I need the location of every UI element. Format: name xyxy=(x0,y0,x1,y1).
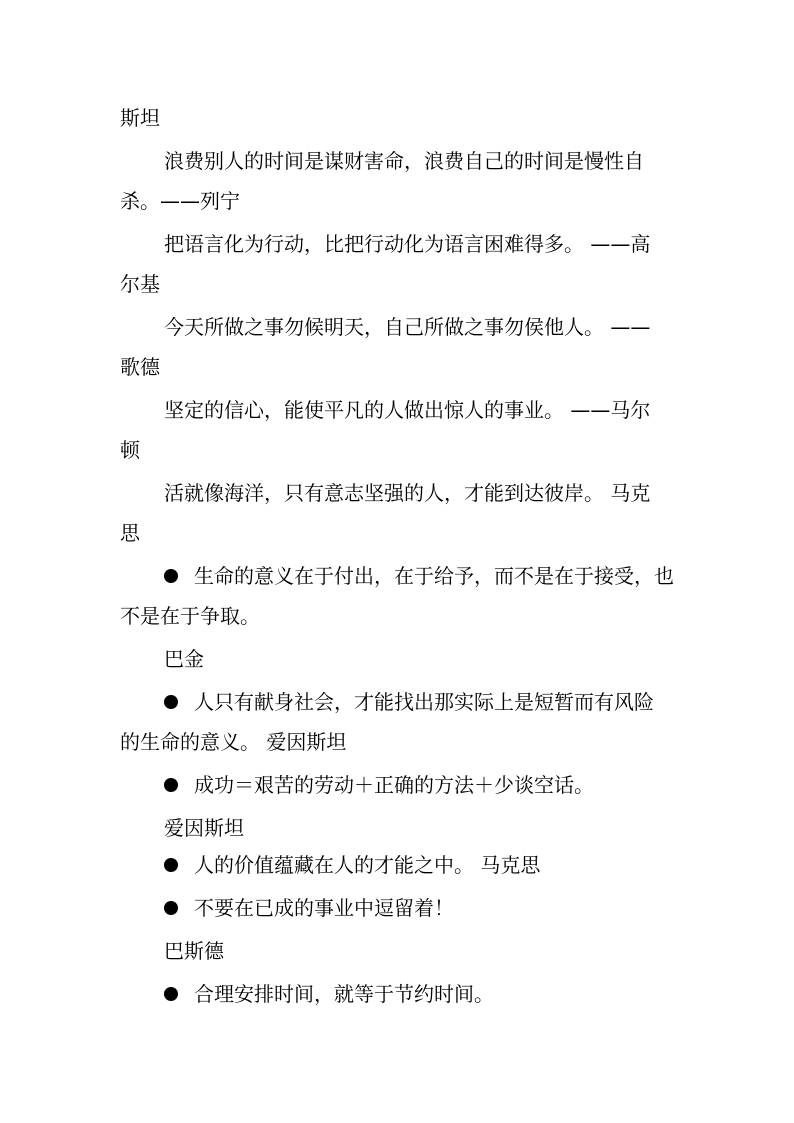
text-line: 杀。——列宁 xyxy=(120,189,240,213)
bullet-icon xyxy=(164,569,178,583)
text-line: 思 xyxy=(120,521,140,545)
bullet-icon xyxy=(164,901,178,915)
bullet-item: 成功＝艰苦的劳动＋正确的方法＋少谈空话。 xyxy=(164,772,724,798)
bullet-item: 不要在已成的事业中逗留着！ xyxy=(164,895,724,921)
text-line: 坚定的信心，能使平凡的人做出惊人的事业。 ——马尔 xyxy=(164,398,651,422)
bullet-icon xyxy=(164,987,178,1001)
bullet-icon xyxy=(164,695,178,709)
text-line: 今天所做之事勿候明天，自己所做之事勿侯他人。 —— xyxy=(164,315,651,339)
text-line: 不是在于争取。 xyxy=(120,604,260,628)
text-line: 斯坦 xyxy=(120,106,160,130)
text-line: 巴斯德 xyxy=(164,939,224,963)
text-line: 顿 xyxy=(120,438,140,462)
text-line: 巴金 xyxy=(164,647,204,671)
bullet-icon xyxy=(164,858,178,872)
bullet-item: 生命的意义在于付出，在于给予，而不是在于接受，也 xyxy=(164,563,724,589)
text-line: 活就像海洋，只有意志坚强的人，才能到达彼岸。 马克 xyxy=(164,481,651,505)
bullet-item: 合理安排时间，就等于节约时间。 xyxy=(164,981,724,1007)
text-line: 歌德 xyxy=(120,355,160,379)
text-line: 浪费别人的时间是谋财害命，浪费自己的时间是慢性自 xyxy=(164,149,644,173)
bullet-item: 人的价值蕴藏在人的才能之中。 马克思 xyxy=(164,852,724,878)
text-line: 把语言化为行动，比把行动化为语言困难得多。 ——高 xyxy=(164,232,651,256)
bullet-icon xyxy=(164,778,178,792)
text-line: 的生命的意义。 爱因斯坦 xyxy=(120,730,347,754)
text-line: 尔基 xyxy=(120,272,160,296)
text-line: 爱因斯坦 xyxy=(164,816,244,840)
bullet-item: 人只有献身社会，才能找出那实际上是短暂而有风险 xyxy=(164,689,724,715)
